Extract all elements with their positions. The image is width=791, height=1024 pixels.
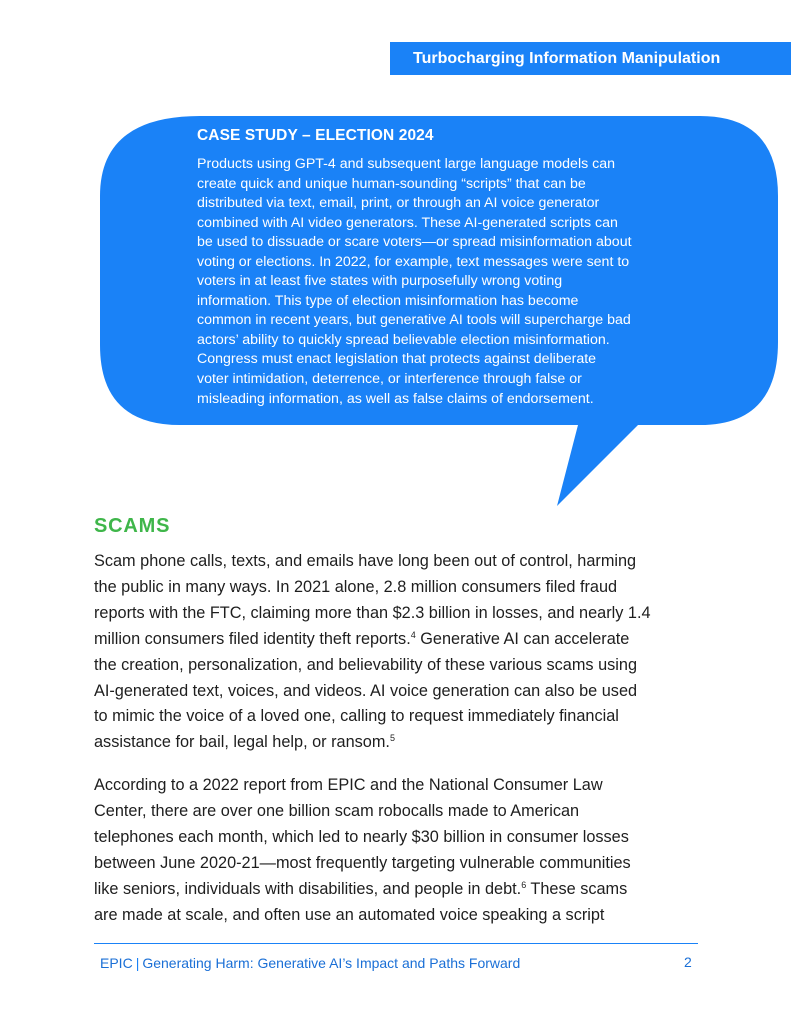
scams-paragraph-1 [94, 549, 714, 756]
scams-paragraph-2 [94, 773, 714, 928]
line-text: like seniors, individuals with disabilities, and people in debt. [94, 879, 522, 898]
page-number: 2 [684, 954, 692, 970]
case-study-line: Congress must enact legislation that protects against deliberate [197, 351, 597, 368]
footer-separator: | [135, 955, 140, 971]
running-header-title: Turbocharging Information Manipulation [413, 50, 721, 67]
footer-doc-title: Generating Harm: Generative AI’s Impact and Paths Forward [142, 955, 521, 971]
paragraph-line: are made at scale, and often use an automated voice speaking a script [94, 905, 605, 924]
line-text: million consumers filed identity theft reports. [94, 629, 411, 648]
case-study-line: Products using GPT-4 and subsequent large language models can [197, 156, 616, 172]
footnote-ref-6[interactable]: 6 [521, 879, 527, 890]
case-study-line: combined with AI video generators. These AI-generated scripts can [197, 214, 618, 231]
paragraph-line: AI-generated text, voices, and videos. AI voice generation can also be used [94, 681, 638, 700]
paragraph-line: to mimic the voice of a loved one, calling to request immediately financial [94, 707, 619, 726]
line-text: These scams [526, 879, 628, 898]
paragraph-line: between June 2020-21—most frequently targeting vulnerable communities [94, 853, 631, 872]
footer-citation [100, 955, 520, 971]
footnote-ref-4[interactable]: 4 [410, 629, 416, 640]
case-study-line: actors’ ability to quickly spread believable election misinformation. [197, 331, 610, 348]
paragraph-line: reports with the FTC, claiming more than $2.3 billion in losses, and nearly 1.4 [94, 603, 651, 622]
case-study-line: voting or elections. In 2022, for example, text messages were sent to [197, 253, 630, 270]
case-study-line: voter intimidation, deterrence, or interference through false or [197, 371, 582, 388]
paragraph-line: telephones each month, which led to nearly $30 billion in consumer losses [94, 827, 629, 846]
case-study-line: voters in at least five states with purposefully wrong voting [197, 273, 563, 290]
line-text: Generative AI can accelerate [415, 629, 630, 648]
paragraph-line [94, 877, 714, 903]
footnote-ref-5[interactable]: 5 [389, 733, 395, 744]
section-heading-scams: SCAMS [94, 515, 171, 537]
case-study-line: misleading information, as well as false claims of endorsement. [197, 390, 594, 407]
paragraph-line [94, 730, 714, 756]
footer-divider [94, 943, 698, 944]
footer-org: EPIC [100, 955, 133, 971]
case-study-line: common in recent years, but generative AI tools will supercharge bad [197, 312, 631, 329]
paragraph-line: Center, there are over one billion scam robocalls made to American [94, 801, 580, 820]
case-study-line: information. This type of election misinformation has become [197, 292, 579, 309]
paragraph-line [94, 627, 714, 653]
paragraph-line: the public in many ways. In 2021 alone, 2.8 million consumers filed fraud [94, 577, 618, 596]
case-study-body [197, 155, 722, 409]
paragraph-line: the creation, personalization, and believability of these various scams using [94, 655, 638, 674]
paragraph-line: According to a 2022 report from EPIC and the National Consumer Law [94, 776, 603, 794]
case-study-line: distributed via text, email, print, or through an AI voice generator [197, 195, 600, 212]
case-study-line: be used to dissuade or scare voters—or spread misinformation about [197, 234, 632, 251]
line-text: assistance for bail, legal help, or ransom. [94, 733, 390, 752]
paragraph-line: Scam phone calls, texts, and emails have long been out of control, harming [94, 552, 637, 570]
case-study-line: create quick and unique human-sounding “scripts” that can be [197, 175, 586, 192]
case-study-title: CASE STUDY – ELECTION 2024 [197, 127, 434, 144]
